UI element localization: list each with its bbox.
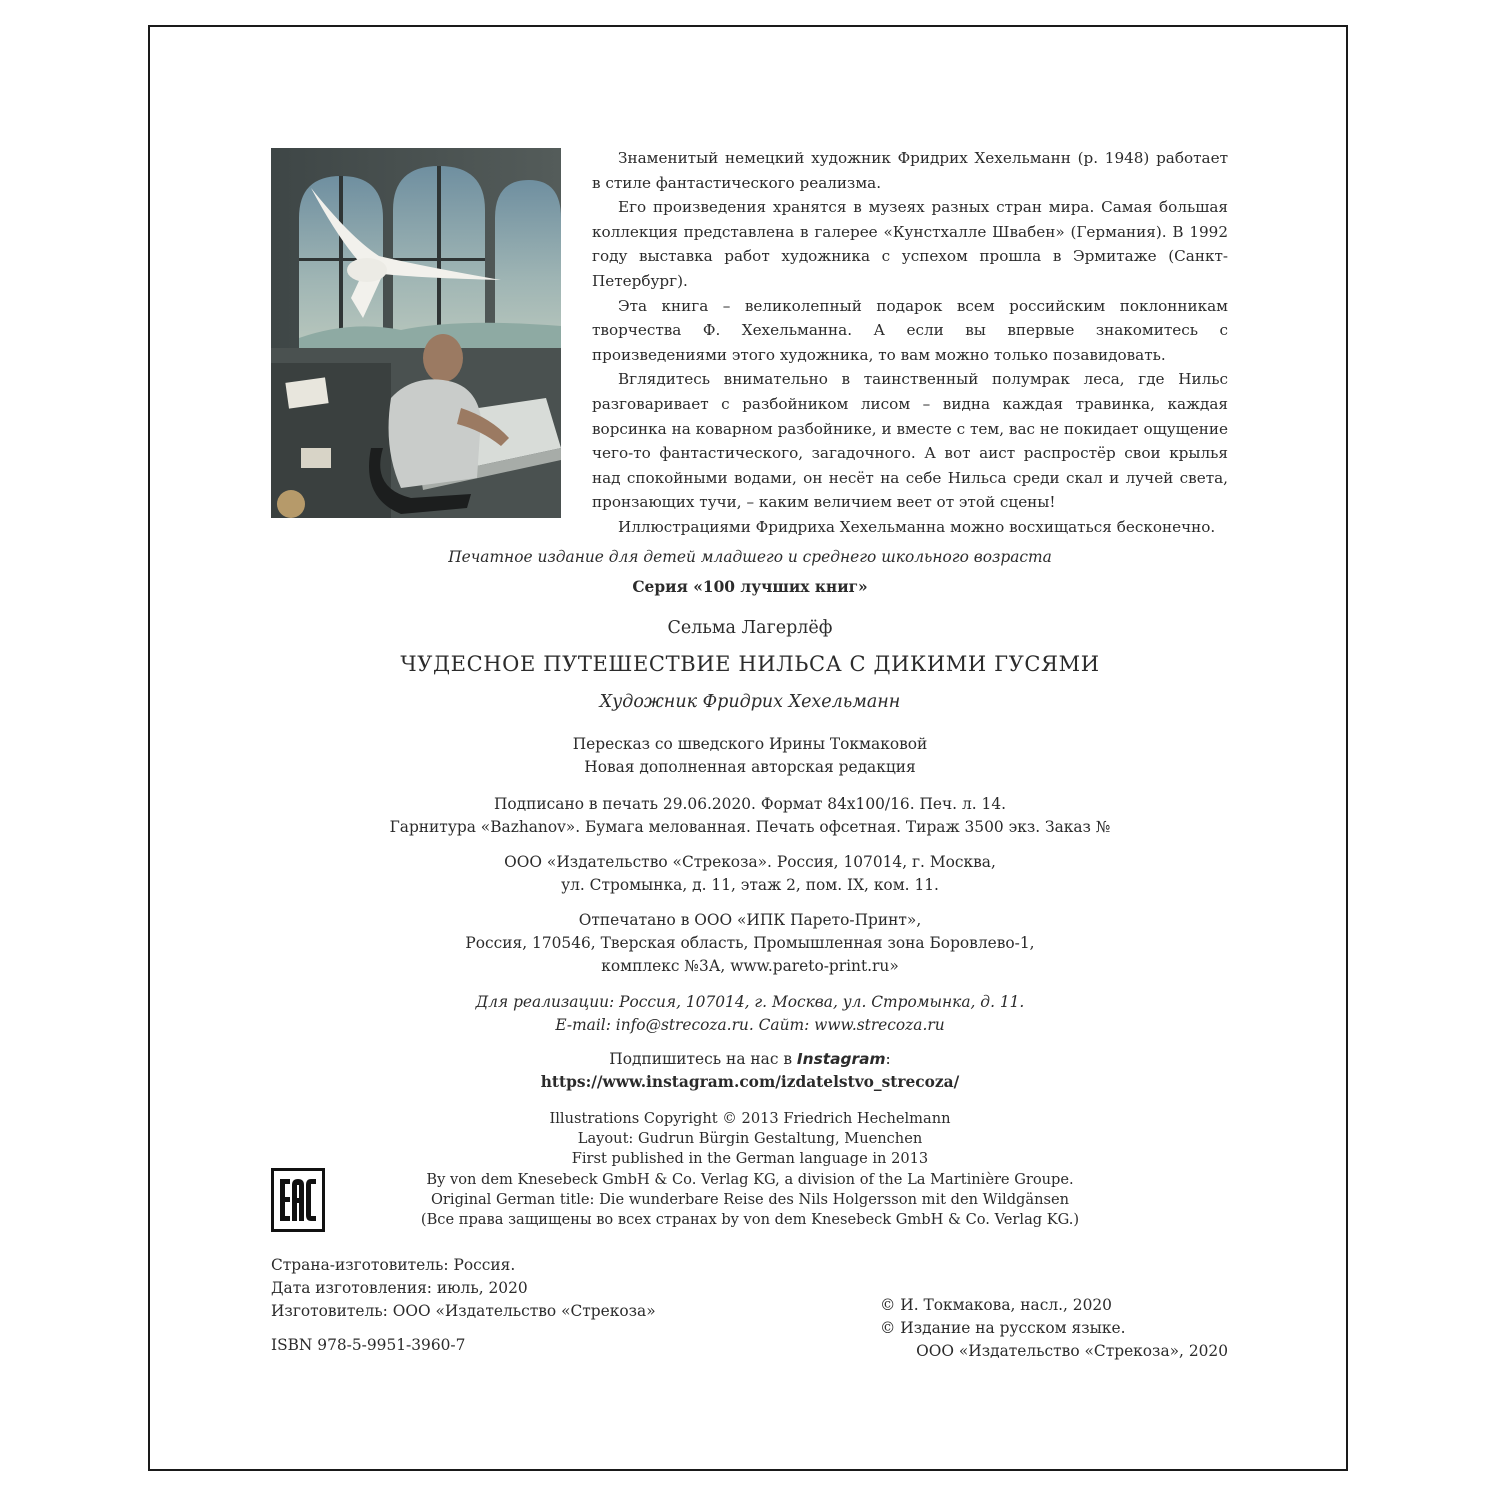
retelling-credit xyxy=(200,733,1300,779)
printer-line: комплекс №3А, www.pareto-print.ru» xyxy=(601,957,899,975)
eac-mark-graphic xyxy=(274,1171,322,1229)
illustrator-credit: Художник Фридрих Хехельманн xyxy=(599,692,901,712)
instagram-wordmark: Instagram xyxy=(796,1050,886,1068)
series-label: Серия «100 лучших книг» xyxy=(632,578,868,596)
social-prefix: Подпишитесь на нас в xyxy=(609,1050,797,1068)
copyright-line: First published in the German language in 2013 xyxy=(571,1150,929,1168)
intro-paragraph: Знаменитый немецкий художник Фридрих Хехельманн (р. 1948) работает в стиле фантастического реализма. xyxy=(592,149,1228,192)
rights-line: © Издание на русском языке. xyxy=(880,1318,1126,1337)
sales-line: E-mail: info@strecoza.ru. Сайт: www.strecoza.ru xyxy=(555,1016,945,1034)
author-name: Сельма Лагерлёф xyxy=(667,618,833,638)
copyright-english xyxy=(200,1109,1300,1230)
printer-line: Россия, 170546, Тверская область, Промышленная зона Боровлево-1, xyxy=(465,934,1035,952)
social-line xyxy=(200,1048,1300,1071)
copyright-line: (Все права защищены во всех странах by von dem Knesebeck GmbH & Co. Verlag KG.) xyxy=(420,1211,1080,1229)
edition-note: Печатное издание для детей младшего и среднего школьного возраста xyxy=(448,548,1052,566)
intro-paragraph: Вглядитесь внимательно в таинственный полумрак леса, где Нильс разговаривает с разбойником лисом – видна каждая травинка, каждая ворсинка на коварном разбойнике, и вместе с тем, вас не покидает ощущение чего-то фантастического, загадочного. А вот аист распростёр свои крылья над спокойными водами, он несёт на себе Нильса среди скал и лучей света, пронзающих тучи, – каким величием веет от этой сцены! xyxy=(592,370,1228,512)
printer-info xyxy=(200,909,1300,978)
copyright-line: Layout: Gudrun Bürgin Gestaltung, Muenchen xyxy=(577,1130,923,1148)
intro-paragraph: Иллюстрациями Фридриха Хехельманна можно восхищаться бесконечно. xyxy=(618,517,1216,536)
publisher-line: ул. Стромынка, д. 11, этаж 2, пом. IX, ком. 11. xyxy=(561,876,939,894)
social-suffix: : xyxy=(885,1050,891,1068)
intro-paragraph: Эта книга – великолепный подарок всем российским поклонникам творчества Ф. Хехельманна. А если вы впервые знакомитесь с произведениями этого художника, то вам можно только позавидовать. xyxy=(592,296,1228,364)
manufacture-maker: Изготовитель: ООО «Издательство «Стрекоза» xyxy=(271,1301,656,1320)
rights-line: ООО «Издательство «Стрекоза», 2020 xyxy=(916,1341,1228,1360)
print-info-line: Гарнитура «Bazhanov». Бумага мелованная. Печать офсетная. Тираж 3500 экз. Заказ № xyxy=(389,818,1111,836)
instagram-link[interactable]: https://www.instagram.com/izdatelstvo_strecoza/ xyxy=(540,1073,960,1091)
print-info xyxy=(200,793,1300,839)
publisher-line: ООО «Издательство «Стрекоза». Россия, 107014, г. Москва, xyxy=(504,853,996,871)
artist-photo-image xyxy=(271,148,561,518)
isbn-number: ISBN 978-5-9951-3960-7 xyxy=(271,1336,466,1354)
manufacture-info xyxy=(271,1254,831,1322)
copyright-line: Original German title: Die wunderbare Reise des Nils Holgersson mit den Wildgänsen xyxy=(430,1190,1070,1208)
book-title: ЧУДЕСНОЕ ПУТЕШЕСТВИЕ НИЛЬСА С ДИКИМИ ГУСЯМИ xyxy=(400,652,1100,676)
eac-certification-icon xyxy=(271,1168,325,1232)
retelling-line: Новая дополненная авторская редакция xyxy=(584,758,916,776)
artist-photo xyxy=(271,148,561,518)
publisher-address xyxy=(200,851,1300,897)
rights-notice xyxy=(880,1294,1228,1362)
intro-paragraph: Его произведения хранятся в музеях разных стран мира. Самая большая коллекция представлена в галерее «Кунстхалле Швабен» (Германия). В 1992 году выставка работ художника с успехом прошла в Эрмитаже (Санкт-Петербург). xyxy=(592,198,1228,290)
social-block xyxy=(200,1048,1300,1094)
manufacture-date: Дата изготовления: июль, 2020 xyxy=(271,1278,528,1297)
copyright-line: Illustrations Copyright © 2013 Friedrich Hechelmann xyxy=(549,1110,951,1127)
sales-info xyxy=(200,991,1300,1037)
rights-line: © И. Токмакова, насл., 2020 xyxy=(880,1296,1112,1314)
retelling-line: Пересказ со шведского Ирины Токмаковой xyxy=(572,735,928,753)
copyright-line: By von dem Knesebeck GmbH & Co. Verlag KG, a division of the La Martinière Groupe. xyxy=(426,1170,1074,1188)
print-info-line: Подписано в печать 29.06.2020. Формат 84х100/16. Печ. л. 14. xyxy=(493,795,1007,813)
manufacture-country: Страна-изготовитель: Россия. xyxy=(271,1256,516,1274)
intro-text xyxy=(592,146,1228,540)
sales-line: Для реализации: Россия, 107014, г. Москва, ул. Стромынка, д. 11. xyxy=(475,993,1025,1011)
printer-line: Отпечатано в ООО «ИПК Парето-Принт», xyxy=(578,911,922,929)
